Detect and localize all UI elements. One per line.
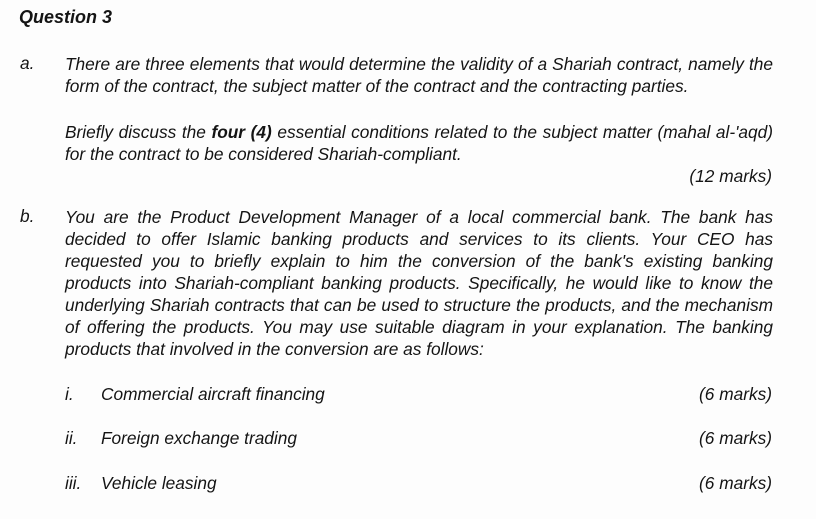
sub-item-number: iii. — [65, 473, 82, 493]
part-a-letter: a. — [20, 53, 35, 73]
part-a-task-before: Briefly discuss the — [65, 122, 212, 142]
part-a-marks: (12 marks) — [689, 166, 772, 186]
sub-item-number: i. — [65, 384, 74, 404]
part-b-letter: b. — [20, 206, 35, 226]
sub-item-marks: (6 marks) — [699, 384, 772, 404]
question-title: Question 3 — [19, 7, 113, 27]
sub-item-label: Foreign exchange trading — [101, 428, 297, 448]
sub-item-label: Commercial aircraft financing — [101, 384, 325, 404]
sub-item-number: ii. — [65, 428, 78, 448]
part-b-text: You are the Product Development Manager of a local commercial bank. The bank has decided to offer Islamic banking products and services to its clients. Your CEO has requested you to briefly explain to him the conversion of the bank's existing banking products into Shariah-compliant banking products. Specifically, he would like to know the underlying Shariah contracts that can be used to structure the products, and the mechanism of offering the products. You may use suitable diagram in your explanation. The banking products that involved in the conversion are as follows: — [65, 207, 773, 359]
sub-item-marks: (6 marks) — [699, 473, 772, 493]
part-a-intro: There are three elements that would determine the validity of a Shariah contract, namely the form of the contract, the subject matter of the contract and the contracting parties. — [65, 54, 773, 96]
part-a-task-after: essential conditions related to the subject matter (mahal al-'aqd) for the contract to be considered Shariah-compliant. — [65, 122, 773, 164]
part-a-task-bold: four (4) — [211, 122, 272, 142]
part-a-task — [65, 121, 773, 165]
sub-item-label: Vehicle leasing — [101, 473, 217, 493]
sub-item-marks: (6 marks) — [699, 428, 772, 448]
